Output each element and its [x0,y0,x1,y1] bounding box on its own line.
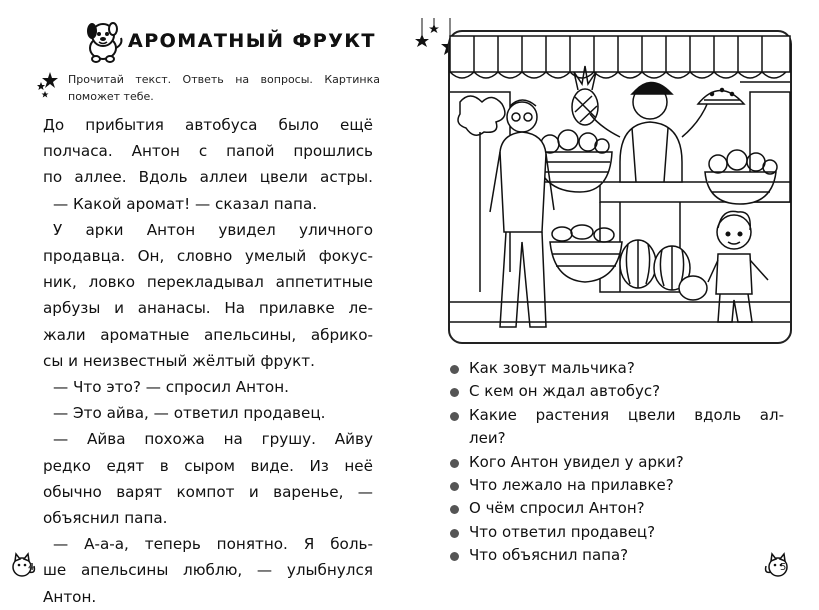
story-line: жали ароматные апельсины, абрико- [43,325,373,344]
right-page [410,0,819,594]
story-line: — А-а-а, теперь понятно. Я боль- [53,535,373,554]
puppy-icon [82,18,126,66]
question-text: Кого Антон увидел у арки? [469,452,684,471]
question-text: Что ответил продавец? [469,522,656,541]
story-line: продавца. Он, словно умелый фокус- [43,247,373,266]
story-line: по аллее. Вдоль аллеи цвели астры. [43,168,373,187]
cat-icon [762,550,792,580]
bullet-icon [450,365,459,374]
question-item [444,380,784,403]
bullet-icon [450,505,459,514]
story-line: Антон. [43,587,97,606]
question-text: С кем он ждал автобус? [469,382,661,401]
fruit-stall-scene-image [450,32,790,342]
question-item [444,474,784,497]
story-line: — Какой аромат! — сказал папа. [53,194,318,213]
bullet-icon [450,552,459,561]
story-line: У арки Антон увидел уличного [53,220,373,239]
bullet-icon [450,388,459,397]
question-item [444,497,784,520]
story-line: объяснил папа. [43,509,168,528]
story-line: редко едят в сыром виде. Из неё [43,456,373,475]
question-list [444,357,784,568]
story-text [43,112,373,610]
story-line: арбузы и ананасы. На прилавке ле- [43,299,373,318]
question-text: О чём спросил Антон? [469,499,645,518]
question-item [444,544,784,567]
market-illustration [448,30,792,344]
page-title: АРОМАТНЫЙ ФРУКТ [128,30,376,52]
question-text: Что лежало на прилавке? [469,476,674,495]
story-line: — Это айва, — ответил продавец. [53,404,326,423]
story-line: — Айва похожа на грушу. Айву [53,430,373,449]
bullet-icon [450,482,459,491]
story-line: обычно варят компот и варенье, — [43,482,373,501]
bullet-icon [450,529,459,538]
question-item-continuation [444,427,784,450]
task-stars-icon [36,70,64,100]
bullet-icon [450,412,459,421]
cat-icon [10,550,40,580]
story-line: ше апельсины люблю, — улыбнулся [43,561,373,580]
left-page [0,0,410,606]
page-number-badge [10,550,40,580]
story-line: До прибытия автобуса было ещё [43,116,373,134]
page-number-badge [762,550,792,580]
question-item [444,521,784,544]
story-line: сы и неизвестный жёлтый фрукт. [43,351,315,370]
question-text: Какие растения цвели вдоль ал- [469,405,784,424]
question-text: леи? [469,429,506,448]
lesson-header [82,18,382,66]
task-instruction: Прочитай текст. Ответь на вопросы. Картинка поможет тебе. [68,73,380,103]
story-line: ник, ловко перекладывал аппетитные [43,273,373,292]
question-item [444,404,784,427]
question-item [444,357,784,380]
question-text: Как зовут мальчика? [469,359,635,377]
story-line: — Что это? — спросил Антон. [53,378,289,397]
story-line: полчаса. Антон с папой прошлись [43,142,373,161]
question-text: Что объяснил папа? [469,546,629,565]
question-item [444,451,784,474]
page-number: 5 [780,562,787,573]
bullet-icon [450,459,459,468]
page-number: 4 [28,562,35,573]
